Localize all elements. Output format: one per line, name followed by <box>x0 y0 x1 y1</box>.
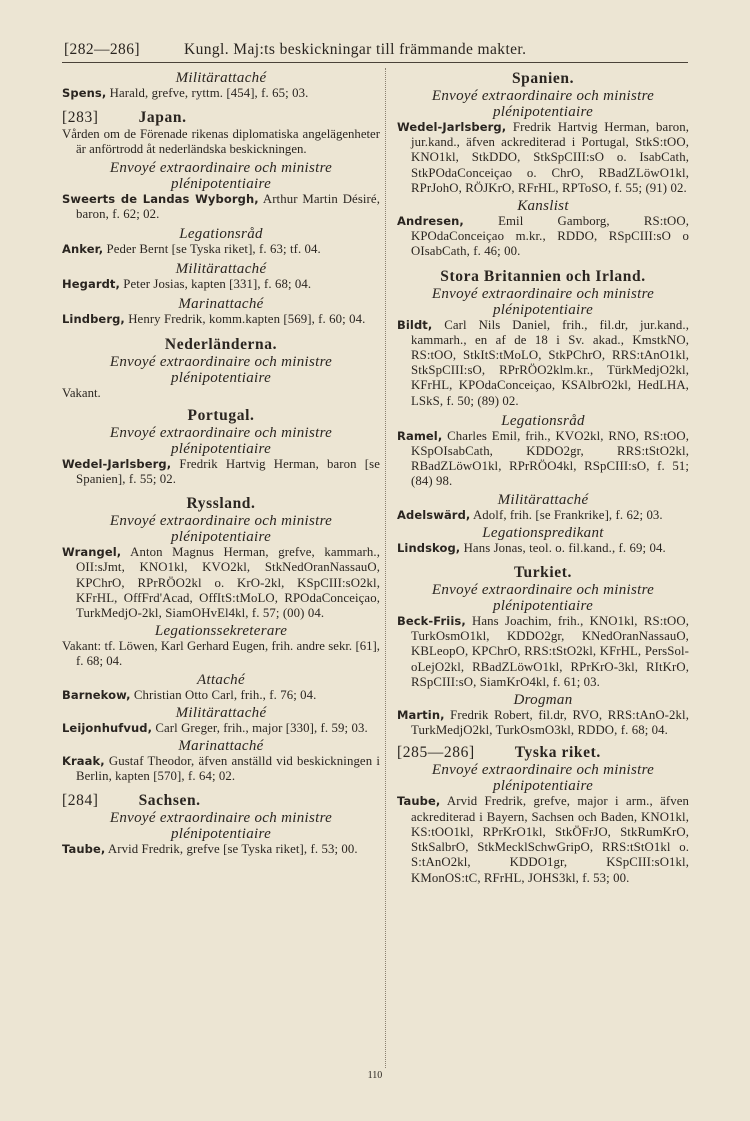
page-range-ref: [282—286] <box>64 41 140 58</box>
entry-name: Taube, <box>62 842 106 857</box>
entry-name: Anker, <box>62 242 104 257</box>
role-heading: Attaché <box>197 671 245 688</box>
country-heading-japan <box>62 109 380 127</box>
entry-text: Emil Gamborg, RS:tOO, KPOdaConceiçao m.kr., RDDO, RSpCIII:sO o OIsabCath, f. 46; 00. <box>411 214 689 259</box>
entry-name: Martin, <box>397 708 445 723</box>
entry-text: Fredrik Robert, fil.dr, RVO, RRS:tAnO-2kl, TurkMedjO2kl, TurkOsmO3kl, RDDO, f. 68; 04. <box>411 708 689 738</box>
role-heading: Militärattaché <box>497 491 589 508</box>
entry <box>62 842 380 857</box>
entry-name: Taube, <box>397 794 441 809</box>
header-rule <box>62 62 688 63</box>
entry-name: Andresen, <box>397 214 464 229</box>
entry-name: Kraak, <box>62 754 105 769</box>
role-heading: Militärattaché <box>175 704 267 721</box>
entry-name: Wedel-Jarlsberg, <box>62 456 172 471</box>
entry-text: Arthur Martin Désiré, baron, f. 62; 02. <box>76 191 380 221</box>
role-heading: Envoyé extraordinaire och ministre plénipotentiaire <box>431 285 655 318</box>
entry <box>62 721 380 736</box>
entry-text: Fredrik Hartvig Herman, baron [se Spanien], f. 55; 02. <box>76 456 380 487</box>
entry <box>397 708 689 738</box>
entry-name: Barnekow, <box>62 687 131 702</box>
entry <box>62 86 380 101</box>
entry-text: Peder Bernt [se Tyska riket], f. 63; tf. 04. <box>103 242 321 257</box>
entry-text: Hans Jonas, teol. o. fil.kand., f. 69; 04. <box>460 540 666 555</box>
entry-text: Carl Greger, frih., major [330], f. 59; 03. <box>152 720 368 735</box>
entry <box>62 192 380 222</box>
role-heading: Envoyé extraordinaire och ministre plénipotentiaire <box>431 762 655 795</box>
vacancy-note: Vakant. <box>62 385 101 400</box>
entry <box>397 614 689 690</box>
entry-text: Arvid Fredrik, grefve, major i arm., äfven ackrediterad i Bayern, Sachsen och Baden, KNO1kl, KS:tOO1kl, RPrKrO1kl, StkÖFrJO, StkRumKrO, StkSalbrO, StkMecklSchwGripO, RRS:tStO1kl o. S:tAnO2kl, KDDO1gr, KSpCIII:sO1kl, KMonOS:tC, RFrHL, JOHS3kl, f. 53; 00. <box>411 794 689 885</box>
role-heading: Legationssekreterare <box>154 623 288 640</box>
entry-name: Beck-Friis, <box>397 614 466 629</box>
right-column <box>397 70 689 886</box>
role-heading: Legationsråd <box>501 412 585 429</box>
entry <box>397 429 689 490</box>
role-heading: Envoyé extraordinaire och ministre plénipotentiaire <box>431 582 655 615</box>
vacancy-note: Vakant: tf. Löwen, Karl Gerhard Eugen, frih. andre sekr. [61], f. 68; 04. <box>62 639 380 669</box>
section-ref: [285—286] <box>397 744 475 762</box>
entry <box>397 508 689 523</box>
role-heading: Legationspredikant <box>482 524 604 541</box>
role-heading: Envoyé extraordinaire och ministre plénipotentiaire <box>431 88 655 120</box>
entry-text: Adolf, frih. [se Frankrike], f. 62; 03. <box>470 507 663 522</box>
entry <box>397 541 689 556</box>
country-heading-netherlands: Nederländerna. <box>164 335 278 353</box>
entry <box>62 277 380 292</box>
entry <box>62 545 380 621</box>
role-heading: Militärattaché <box>175 261 267 278</box>
country-heading-portugal: Portugal. <box>187 406 255 424</box>
role-heading: Marinattaché <box>178 296 264 313</box>
section-note: Vården om de Förenade rikenas diplomatiska angelägenheter är anförtrodd åt nederländska beskickningen. <box>62 127 380 157</box>
entry <box>397 318 689 409</box>
entry <box>397 120 689 196</box>
entry-text: Anton Magnus Herman, grefve, kammarh., OII:sJmt, KNO1kl, KVO2kl, StkNedOranNassauO, KPChrO, RPrRÖO2kl o. KrO-2kl, KSpCIII:sO2kl, KFrHL, OffFrd'Acad, OffItS:tMoLO, RPOdaConceiçao, TurkMedjO-2kl, SiamOHvEl4kl, f. 57; (00) 04. <box>76 545 380 621</box>
role-heading: Envoyé extraordinaire och ministre plénipotentiaire <box>109 159 333 192</box>
entry-name: Lindberg, <box>62 312 125 327</box>
entry-name: Leijonhufvud, <box>62 720 153 735</box>
section-ref: [283] <box>62 109 99 127</box>
entry-text: Gustaf Theodor, äfven anställd vid beskickningen i Berlin, kapten [570], f. 64; 02. <box>76 754 380 784</box>
entry-text: Christian Otto Carl, frih., f. 76; 04. <box>130 687 317 702</box>
entry <box>397 214 689 260</box>
entry-text: Charles Emil, frih., KVO2kl, RNO, RS:tOO, KSpOIsabCath, KDDO2gr, RRS:tStO2kl, RBadZLöwO1kl, RPrRÖO4kl, RSpCIII:sO, f. 51; (84) 98. <box>411 428 689 489</box>
entry-text: Fredrik Hartvig Herman, baron, jur.kand., äfven ackrediterad i Portugal, StkS:tOO, KNO1kl, StkDDO, StkSpCIII:sO o. IsabCath, StkPOdaConceiçao o. ChrO, RBadZLöwO1kl, RPrJohO, RÖJKrO, RFrHL, RPToSO, f. 55; (91) 02. <box>411 120 689 195</box>
section-ref: [284] <box>62 792 99 810</box>
entry-name: Ramel, <box>397 428 443 443</box>
country-heading-russia: Ryssland. <box>186 495 256 513</box>
role-heading: Drogman <box>513 692 573 709</box>
column-divider <box>385 68 386 1068</box>
country-heading-saxony <box>62 792 380 810</box>
role-heading: Militärattaché <box>175 70 267 86</box>
role-heading: Kanslist <box>517 198 569 215</box>
entry <box>62 457 380 487</box>
entry-text: Peter Josias, kapten [331], f. 68; 04. <box>120 277 312 292</box>
role-heading: Legationsråd <box>179 226 263 243</box>
role-heading: Marinattaché <box>178 738 264 755</box>
country-heading-germany <box>397 744 689 762</box>
entry-name: Lindskog, <box>397 540 461 555</box>
entry-name: Spens, <box>62 86 107 100</box>
role-heading: Envoyé extraordinaire och ministre plénipotentiaire <box>109 513 333 546</box>
role-heading: Envoyé extraordinaire och ministre plénipotentiaire <box>109 810 333 843</box>
entry <box>62 312 380 327</box>
page-number: 110 <box>367 1070 383 1081</box>
entry-name: Wrangel, <box>62 545 122 560</box>
entry-text: Henry Fredrik, komm.kapten [569], f. 60; 04. <box>124 312 366 327</box>
entry <box>62 242 380 257</box>
entry-name: Wedel-Jarlsberg, <box>397 120 507 134</box>
entry <box>62 754 380 784</box>
country-name: Japan. <box>138 109 187 127</box>
role-heading: Envoyé extraordinaire och ministre plénipotentiaire <box>109 353 333 386</box>
entry-name: Hegardt, <box>62 277 120 292</box>
running-title: Kungl. Maj:ts beskickningar till främmande makter. <box>184 41 527 58</box>
entry-name: Bildt, <box>397 317 433 332</box>
entry-text: Hans Joachim, frih., KNO1kl, RS:tOO, TurkOsmO1kl, KDDO2gr, KNedOranNassauO, KBLeopO, KPChrO, RRS:tStO2kl, KFrHL, PersSol-oLejO2kl, RBadZLöwO1kl, RPrKrO-3kl, RItKrO, RSpCIII:sO, SiamKrO4kl, f. 61; 03. <box>411 614 689 689</box>
left-column <box>62 70 380 858</box>
entry-text: Carl Nils Daniel, frih., fil.dr, jur.kand., kammarh., en af de 18 i Sv. akad., KmstkNO, RS:tOO, StkItS:tMoLO, StkPChrO, RRS:tAnO1kl, StkSpCIII:sO, RPrRÖO2klm.kr., TürkMedjO2kl, KFrHL, KPOdaConceiçao, KSAlbrO2kl, HedLHA, LSkS, f. 50; (89) 02. <box>411 317 689 408</box>
country-name: Sachsen. <box>138 792 201 810</box>
country-heading-turkey: Turkiet. <box>513 564 573 582</box>
entry-text: Harald, grefve, ryttm. [454], f. 65; 03. <box>106 86 309 100</box>
entry-name: Sweerts de Landas Wyborgh, <box>62 191 259 206</box>
country-name: Tyska riket. <box>514 744 601 762</box>
entry-text: Arvid Fredrik, grefve [se Tyska riket], f. 53; 00. <box>105 842 358 857</box>
entry-name: Adelswärd, <box>397 507 471 522</box>
country-heading-spain: Spanien. <box>511 70 575 87</box>
entry <box>397 794 689 885</box>
entry <box>62 688 380 703</box>
country-heading-great-britain: Stora Britannien och Irland. <box>440 267 646 285</box>
role-heading: Envoyé extraordinaire och ministre plénipotentiaire <box>109 424 333 457</box>
